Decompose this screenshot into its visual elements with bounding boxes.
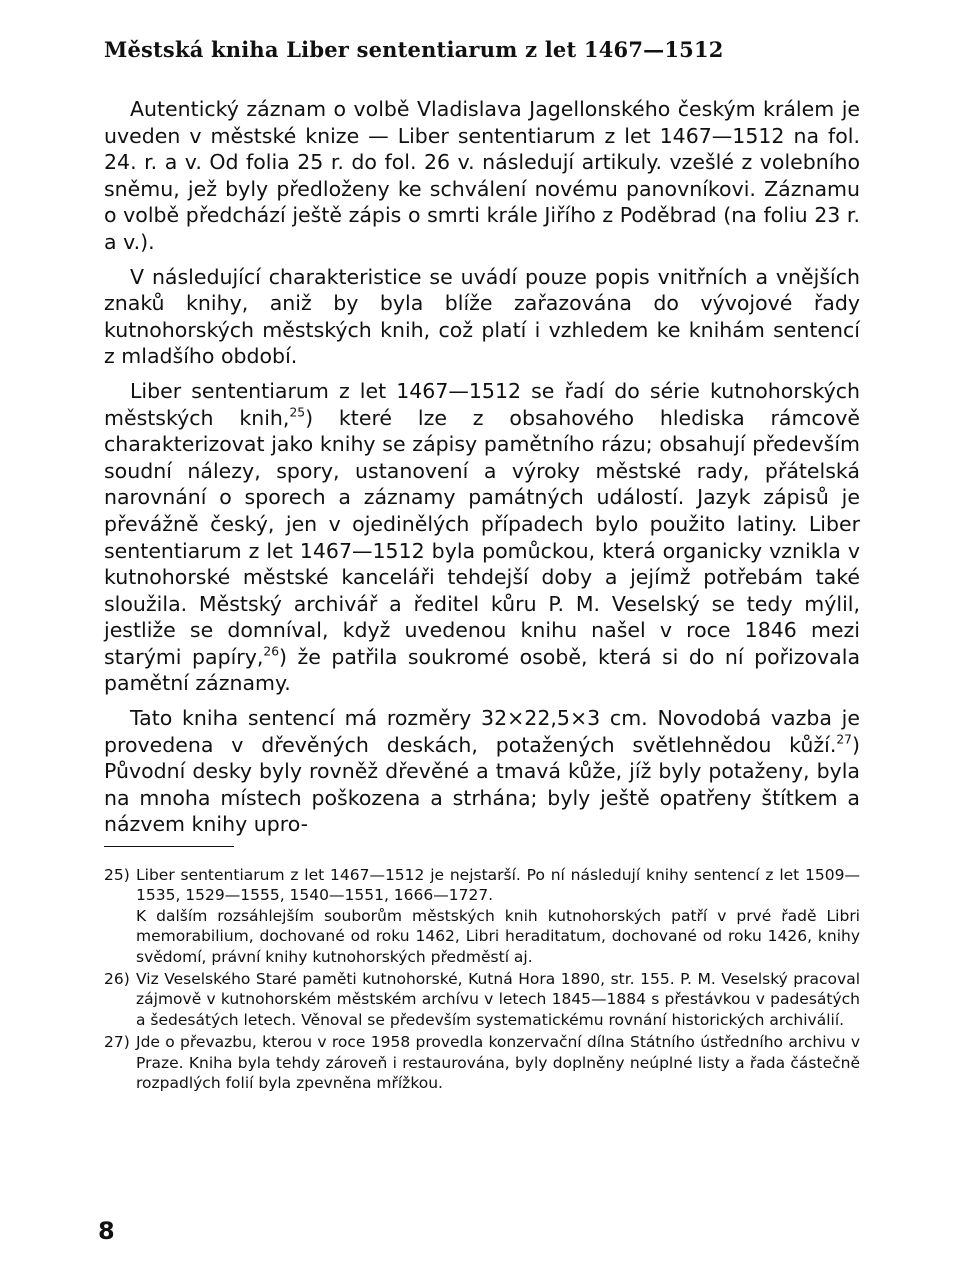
paragraph-2: V následující charakteristice se uvádí pouze popis vnitřních a vnějších znaků knihy, aniž by byla blíže zařazována do vývojové řady kutnohorských městských knih, což platí i vzhledem ke knihám sentencí z mladšího období. [104,264,860,369]
footnote-text: Viz Veselského Staré paměti kutnohorské, Kutná Hora 1890, str. 155. P. M. Veselský pracoval zájmově v kutnohorském městském archívu v letech 1845—1884 s přestávkou v padesátých a šedesátých letech. Věnoval se především systematickému rovnání historických archiválií. [136,970,860,1029]
paragraph-3-part-c: ) že patřila soukromé osobě, která si do ní pořizovala pamětní záznamy. [104,644,861,696]
footnote-26 [104,969,860,1030]
page-number: 8 [98,1217,115,1245]
footnote-mark: 25) [104,866,130,885]
paragraph-4 [104,705,860,838]
footnote-text: K dalším rozsáhlejším souborům městských knih kutnohorských patří v prvé řadě Libri memorabilium, dochované od roku 1462, Libri heraditatum, dochované od roku 1426, knihy svědomí, právní knihy kutnohorských předměstí aj. [136,906,860,966]
footnote-ref-27: 27 [836,732,852,747]
footnote-27 [104,1032,860,1093]
footnote-text: Liber sententiarum z let 1467—1512 je nejstarší. Po ní následují knihy sentencí z let 1509—1535, 1529—1555, 1540—1551, 1666—1727. [136,866,860,905]
page-heading: Městská kniha Liber sententiarum z let 1467—1512 [104,37,724,62]
paragraph-3-part-a: Liber sententiarum z let 1467—1512 se řadí do série kutnohorských městských knih, [104,378,860,430]
footnote-divider [104,846,234,847]
paragraph-4-part-b: ) Původní desky byly rovněž dřevěné a tmavá kůže, jíž byly potaženy, byla na mnoha místech poškozena a strhána; byly ještě opatřeny štítkem a názvem knihy upro- [104,732,860,837]
paragraph-4-part-a: Tato kniha sentencí má rozměry 32×22,5×3 cm. Novodobá vazba je provedena v dřevěných deskách, potažených světlehnědou kůží. [104,706,860,757]
footnote-mark: 27) [104,1033,130,1052]
footnote-ref-25: 25 [289,404,306,419]
footnotes [104,865,860,1093]
main-text [104,96,860,838]
paragraph-3 [104,378,860,697]
page-content [104,36,860,1096]
footnote-ref-26: 26 [263,644,280,659]
paragraph-3-part-b: ) které lze z obsahového hlediska rámcově charakterizovat jako knihy se zápisy pamětního rázu; obsahují především soudní nálezy, spory, ustanovení a výroky městské rady, přátelská narovnání o sporech a záznamy památných událostí. Jazyk zápisů je převážně český, jen v ojedinělých případech bylo použito latiny. Liber sententiarum z let 1467—1512 byla pomůckou, která organicky vznikla v kutnohorské městské kanceláři tehdejší doby a jejímž potřebám také sloužila. Městský archivář a ředitel kůru P. M. Veselský se tedy mýlil, jestliže se domníval, když uvedenou knihu našel v roce 1846 mezi starými papíry, [104,405,860,669]
paragraph-1: Autentický záznam o volbě Vladislava Jagellonského českým králem je uveden v městské knize — Liber sententiarum z let 1467—1512 na fol. 24. r. a v. Od folia 25 r. do fol. 26 v. následují artikuly. vzešlé z volebního sněmu, jež byly předloženy ke schválení novému panovníkovi. Záznamu o volbě předchází ještě zápis o smrti krále Jiřího z Poděbrad (na foliu 23 r. a v.). [104,97,860,254]
footnote-text: Jde o převazbu, kterou v roce 1958 provedla konzervační dílna Státního ústředního archivu v Praze. Kniha byla tehdy zároveň i restaurována, byly doplněny neúplné listy a řada částečně rozpadlých folií byla zpevněna mřížkou. [136,1033,860,1093]
footnote-25 [104,865,860,967]
footnote-mark: 26) [104,970,130,989]
